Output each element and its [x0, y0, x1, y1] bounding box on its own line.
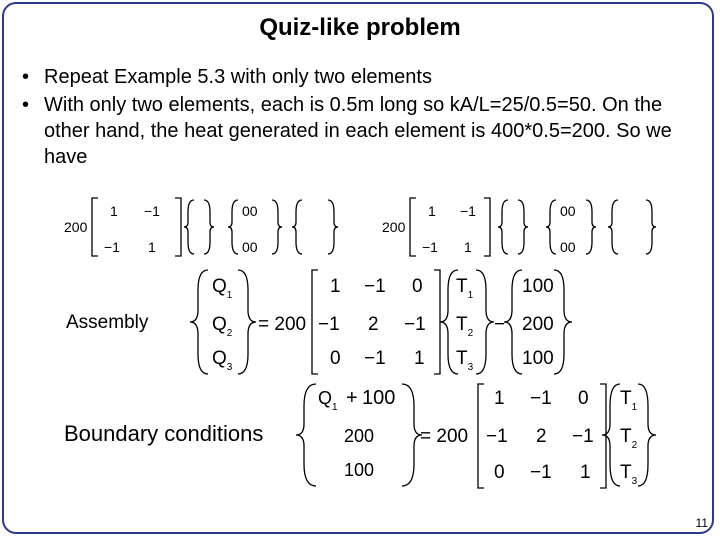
- t-symbol: $T_3$: [620, 462, 638, 487]
- matrix-cell: 0: [330, 348, 341, 369]
- plus-sign: +: [346, 387, 358, 409]
- rhs-value: 00: [242, 203, 258, 219]
- left-brace: [602, 384, 620, 486]
- right-brace: [272, 200, 282, 254]
- matrix-bracket: [478, 384, 484, 488]
- rhs-value: 100: [522, 276, 554, 297]
- matrix-cell: 1: [494, 388, 505, 409]
- matrix-cell: −1: [104, 239, 120, 255]
- left-brace: [292, 200, 302, 254]
- right-brace: [476, 270, 494, 374]
- page-number: 11: [695, 516, 708, 530]
- left-brace: [504, 270, 522, 374]
- assembly-label: Assembly: [66, 312, 149, 333]
- matrix-bracket: [484, 198, 490, 256]
- equals-scale: = 200: [420, 426, 469, 447]
- matrix-cell: −1: [404, 314, 426, 335]
- matrix-cell: −1: [460, 203, 476, 219]
- matrix-bracket: [92, 198, 98, 256]
- matrix-bracket: [434, 270, 440, 374]
- minus-sign: −: [494, 314, 506, 335]
- matrix-cell: 0: [412, 276, 423, 297]
- matrix-cell: 2: [536, 426, 547, 447]
- scale-factor: 200: [382, 219, 406, 235]
- lhs-symbol: $Q_2$: [212, 314, 233, 339]
- matrix-cell: 1: [148, 239, 156, 255]
- left-brace: [498, 200, 508, 254]
- t-symbol: $T_1$: [456, 276, 474, 301]
- matrix-bracket: [175, 198, 181, 256]
- rhs-value: 00: [560, 239, 576, 255]
- bullet-dot: •: [22, 94, 30, 116]
- left-brace: [190, 270, 208, 374]
- matrix-bracket: [410, 198, 416, 256]
- matrix-cell: −1: [572, 426, 594, 447]
- rhs-value: 200: [522, 314, 554, 335]
- rhs-value: 00: [242, 239, 258, 255]
- left-brace: [608, 200, 618, 254]
- right-brace: [328, 200, 338, 254]
- matrix-cell: 0: [578, 388, 589, 409]
- right-brace: [646, 200, 656, 254]
- scale-factor: 200: [64, 219, 88, 235]
- lhs-symbol: $Q_3$: [212, 348, 233, 373]
- matrix-cell: 1: [414, 348, 425, 369]
- equals-scale: = 200: [258, 314, 307, 335]
- matrix-cell: 1: [110, 203, 118, 219]
- lhs-symbol: $Q_1$: [318, 388, 338, 413]
- matrix-cell: 2: [368, 314, 379, 335]
- rhs-value: 100: [522, 348, 554, 369]
- boundary-label: Boundary conditions: [64, 421, 264, 446]
- matrix-cell: 1: [464, 239, 472, 255]
- t-symbol: $T_2$: [620, 426, 638, 451]
- matrix-cell: −1: [144, 203, 160, 219]
- t-symbol: $T_3$: [456, 348, 474, 373]
- matrix-cell: −1: [364, 348, 386, 369]
- left-brace: [546, 200, 556, 254]
- lhs-value: 100: [344, 460, 375, 480]
- rhs-value: 00: [560, 203, 576, 219]
- right-brace: [638, 384, 656, 486]
- matrix-cell: −1: [530, 388, 552, 409]
- bullet-text: Repeat Example 5.3 with only two elements: [44, 66, 432, 88]
- right-brace: [586, 200, 596, 254]
- bullet-text: With only two elements, each is 0.5m long so kA/L=25/0.5=50. On the other hand, the heat generated in each element is 400*0.5=200. So we have: [44, 94, 672, 168]
- t-symbol: $T_2$: [456, 314, 474, 339]
- matrix-cell: −1: [530, 462, 552, 483]
- right-brace: [518, 200, 528, 254]
- slide-title: Quiz-like problem: [259, 14, 461, 41]
- t-symbol: $T_1$: [620, 388, 638, 413]
- matrix-cell: −1: [422, 239, 438, 255]
- left-brace: [296, 384, 316, 486]
- right-brace: [204, 200, 214, 254]
- lhs-symbol: $Q_1$: [212, 276, 233, 301]
- matrix-cell: −1: [364, 276, 386, 297]
- matrix-cell: 1: [428, 203, 436, 219]
- matrix-cell: 1: [330, 276, 341, 297]
- matrix-cell: −1: [486, 426, 508, 447]
- lhs-value: 200: [344, 426, 375, 446]
- matrix-cell: 0: [494, 462, 505, 483]
- matrix-cell: 1: [580, 462, 591, 483]
- right-brace: [554, 270, 572, 374]
- matrix-cell: −1: [318, 314, 340, 335]
- right-brace: [402, 384, 422, 486]
- bullet-dot: •: [22, 66, 30, 88]
- left-brace: [184, 200, 194, 254]
- q1-addend: 100: [362, 387, 396, 409]
- left-brace: [228, 200, 238, 254]
- right-brace: [238, 270, 256, 374]
